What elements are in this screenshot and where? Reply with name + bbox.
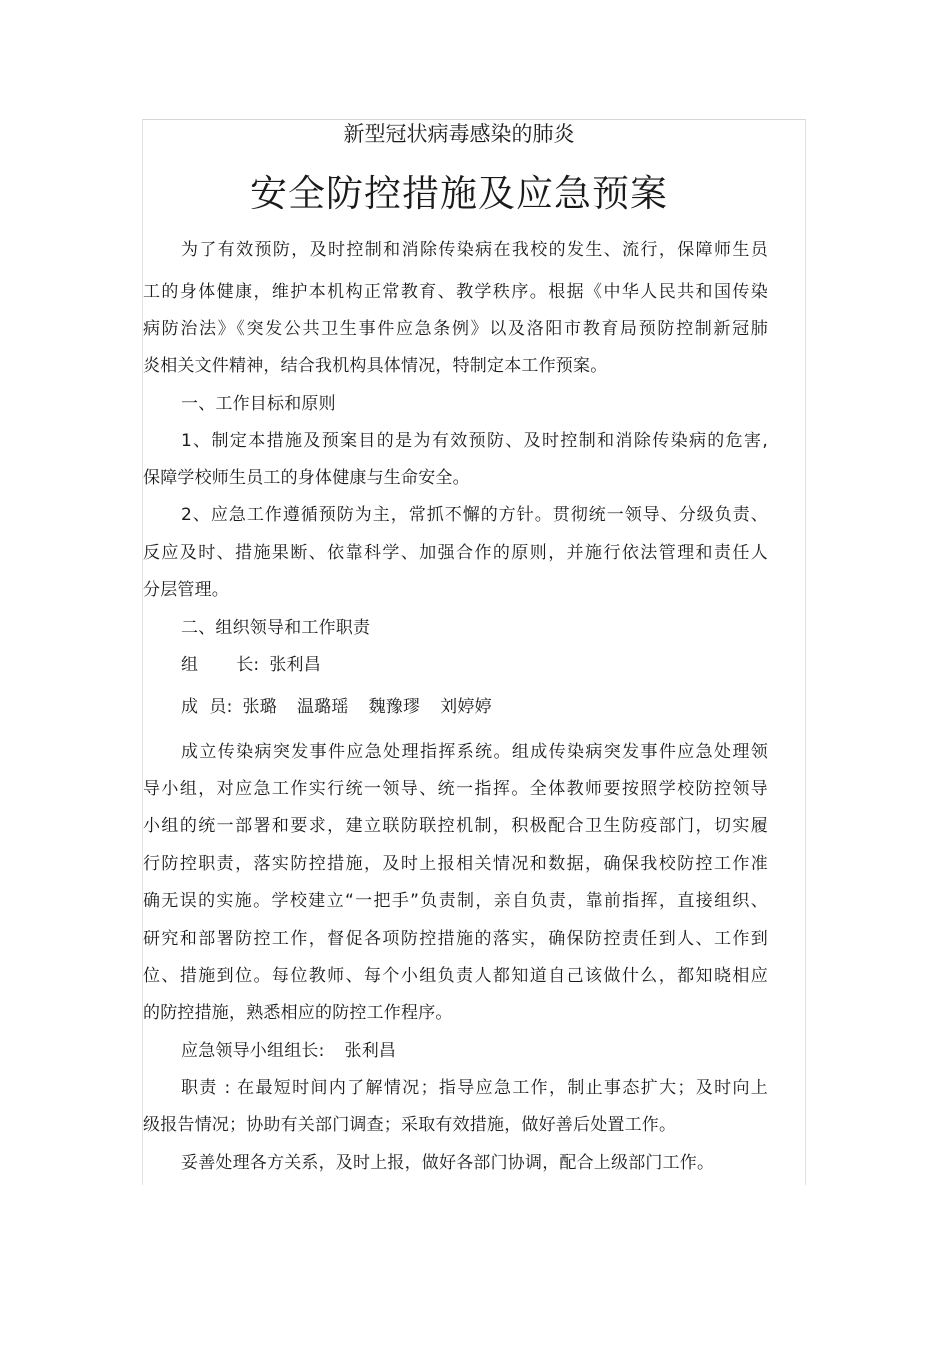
system-line: 位、措施到位。每位教师、每个小组负责人都知道自己该做什么，都知晓相应: [143, 966, 768, 986]
leader-label-a: 组: [181, 655, 199, 675]
system-line: 的防控措施，熟悉相应的防控工作程序。: [143, 1003, 453, 1023]
members-row: [181, 695, 768, 719]
intro-line: 为了有效预防，及时控制和消除传染病在我校的发生、流行，保障师生员: [181, 240, 768, 260]
emergency-leader-label: 应急领导小组组长:: [181, 1041, 325, 1061]
document-subtitle: 新型冠状病毒感染的肺炎: [343, 122, 575, 146]
system-line: 确无误的实施。学校建立“一把手”负责制，亲自负责，靠前指挥，直接组织、: [143, 891, 768, 911]
system-line: 行防控职责，落实防控措施，及时上报相关情况和数据，确保我校防控工作准: [143, 854, 768, 874]
section1-item1-line: 1、制定本措施及预案目的是为有效预防、及时控制和消除传染病的危害,: [181, 431, 768, 451]
member-name: 张璐: [242, 697, 277, 717]
coordination-line: 妥善处理各方关系，及时上报，做好各部门协调，配合上级部门工作。: [181, 1153, 715, 1173]
section1-item2-line: 分层管理。: [143, 580, 229, 600]
member-name: 魏豫璆: [368, 697, 421, 717]
system-line: 小组的统一部署和要求，建立联防联控机制，积极配合卫生防疫部门，切实履: [143, 816, 768, 836]
page-frame: [142, 119, 806, 1185]
leader-name: 张利昌: [269, 655, 321, 675]
section-heading: 二、组织领导和工作职责: [181, 618, 371, 638]
members-label: 成 员:: [181, 697, 233, 717]
section1-item2-line: 反应及时、措施果断、依靠科学、加强合作的原则，并施行依法管理和责任人: [143, 543, 768, 563]
emergency-leader-name: 张利昌: [344, 1041, 397, 1061]
section-heading: 一、工作目标和原则: [181, 394, 336, 414]
member-name: 刘婷婷: [440, 697, 492, 717]
member-name: 温璐瑶: [296, 697, 349, 717]
section1-item2-line: 2、应急工作遵循预防为主，常抓不懈的方针。贯彻统一领导、分级负责、: [181, 505, 768, 525]
leader-label-b: 长:: [236, 655, 260, 675]
document-title: 安全防控措施及应急预案: [250, 172, 668, 215]
system-line: 研究和部署防控工作，督促各项防控措施的落实，确保防控责任到人、工作到: [143, 929, 768, 949]
intro-line: 病防治法》《突发公共卫生事件应急条例》以及洛阳市教育局预防控制新冠肺: [143, 319, 768, 339]
intro-line: 炎相关文件精神，结合我机构具体情况，特制定本工作预案。: [143, 356, 608, 376]
system-line: 导小组，对应急工作实行统一领导、统一指挥。全体教师要按照学校防控领导: [143, 779, 768, 799]
leader-row: [181, 653, 768, 677]
system-line: 成立传染病突发事件应急处理指挥系统。组成传染病突发事件应急处理领: [181, 742, 768, 762]
duty-line: 级报告情况；协助有关部门调查；采取有效措施，做好善后处置工作。: [143, 1115, 677, 1135]
intro-line: 工的身体健康，维护本机构正常教育、教学秩序。根据《中华人民共和国传染: [143, 282, 768, 302]
emergency-leader-row: [181, 1039, 768, 1063]
section1-item1-line: 保障学校师生员工的身体健康与生命安全。: [143, 468, 470, 488]
duty-line: 职责 : 在最短时间内了解情况；指导应急工作，制止事态扩大；及时向上: [181, 1078, 768, 1098]
